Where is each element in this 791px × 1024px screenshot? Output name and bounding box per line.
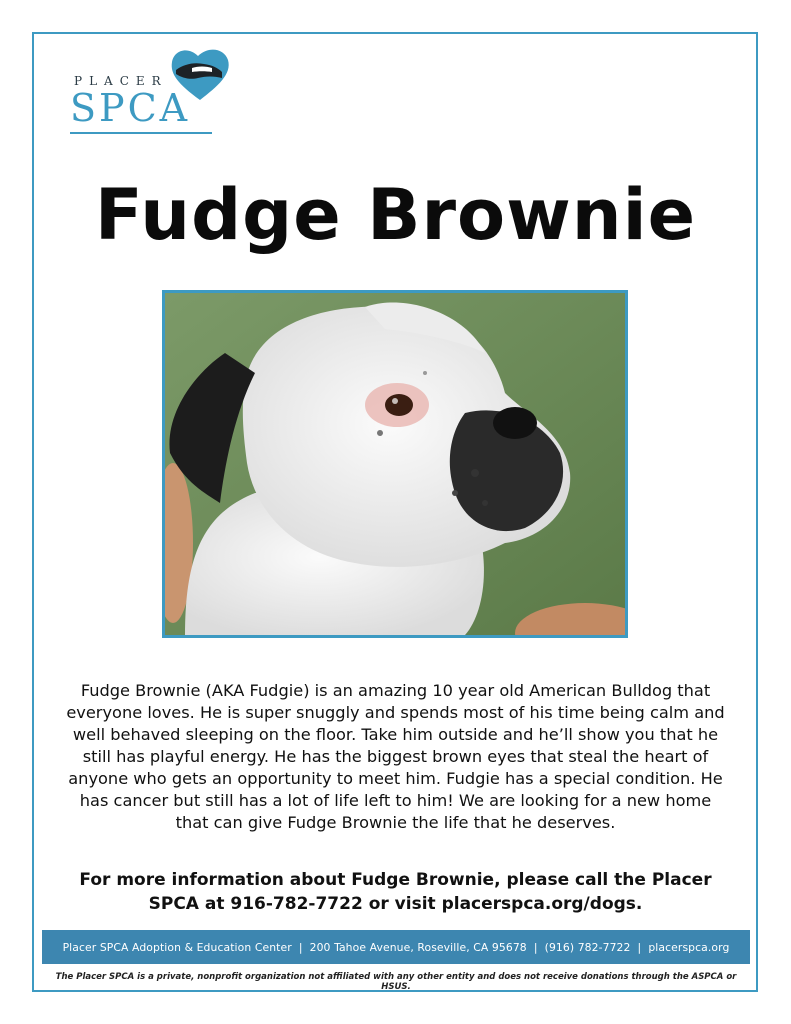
placer-spca-logo bbox=[70, 44, 235, 134]
disclaimer: The Placer SPCA is a private, nonprofit organization not affiliated with any other entity and does not receive donations through the ASPCA or HSUS. bbox=[55, 972, 737, 992]
page-title: Fudge Brownie bbox=[94, 174, 697, 256]
contact-info: For more information about Fudge Brownie, please call the Placer SPCA at 916-782-7722 or visit placerspca.org/dogs. bbox=[79, 870, 712, 914]
bio-text: Fudge Brownie (AKA Fudgie) is an amazing 10 year old American Bulldog that everyone loves. He is super snuggly and spends most of his time being calm and well behaved sleeping on the floor. Take him outside and he’ll show you that he still has playful energy. He has the biggest brown eyes that steal the heart of anyone who gets an opportunity to meet him. Fudgie has a special condition. He has cancer but still has a lot of life left to him! We are looking for a new home that can give Fudge Brownie the life that he deserves. bbox=[66, 681, 725, 832]
dog-illustration bbox=[165, 293, 625, 635]
footer-text: Placer SPCA Adoption & Education Center | 200 Tahoe Avenue, Roseville, CA 95678 | (916) 782-7722 | placerspca.org bbox=[62, 940, 730, 954]
logo-underline bbox=[70, 132, 212, 134]
logo-placer-text: PLACER bbox=[74, 74, 168, 88]
logo-spca-text: SPCA bbox=[70, 86, 191, 130]
footer-bar bbox=[42, 930, 750, 964]
dog-photo bbox=[162, 290, 628, 638]
